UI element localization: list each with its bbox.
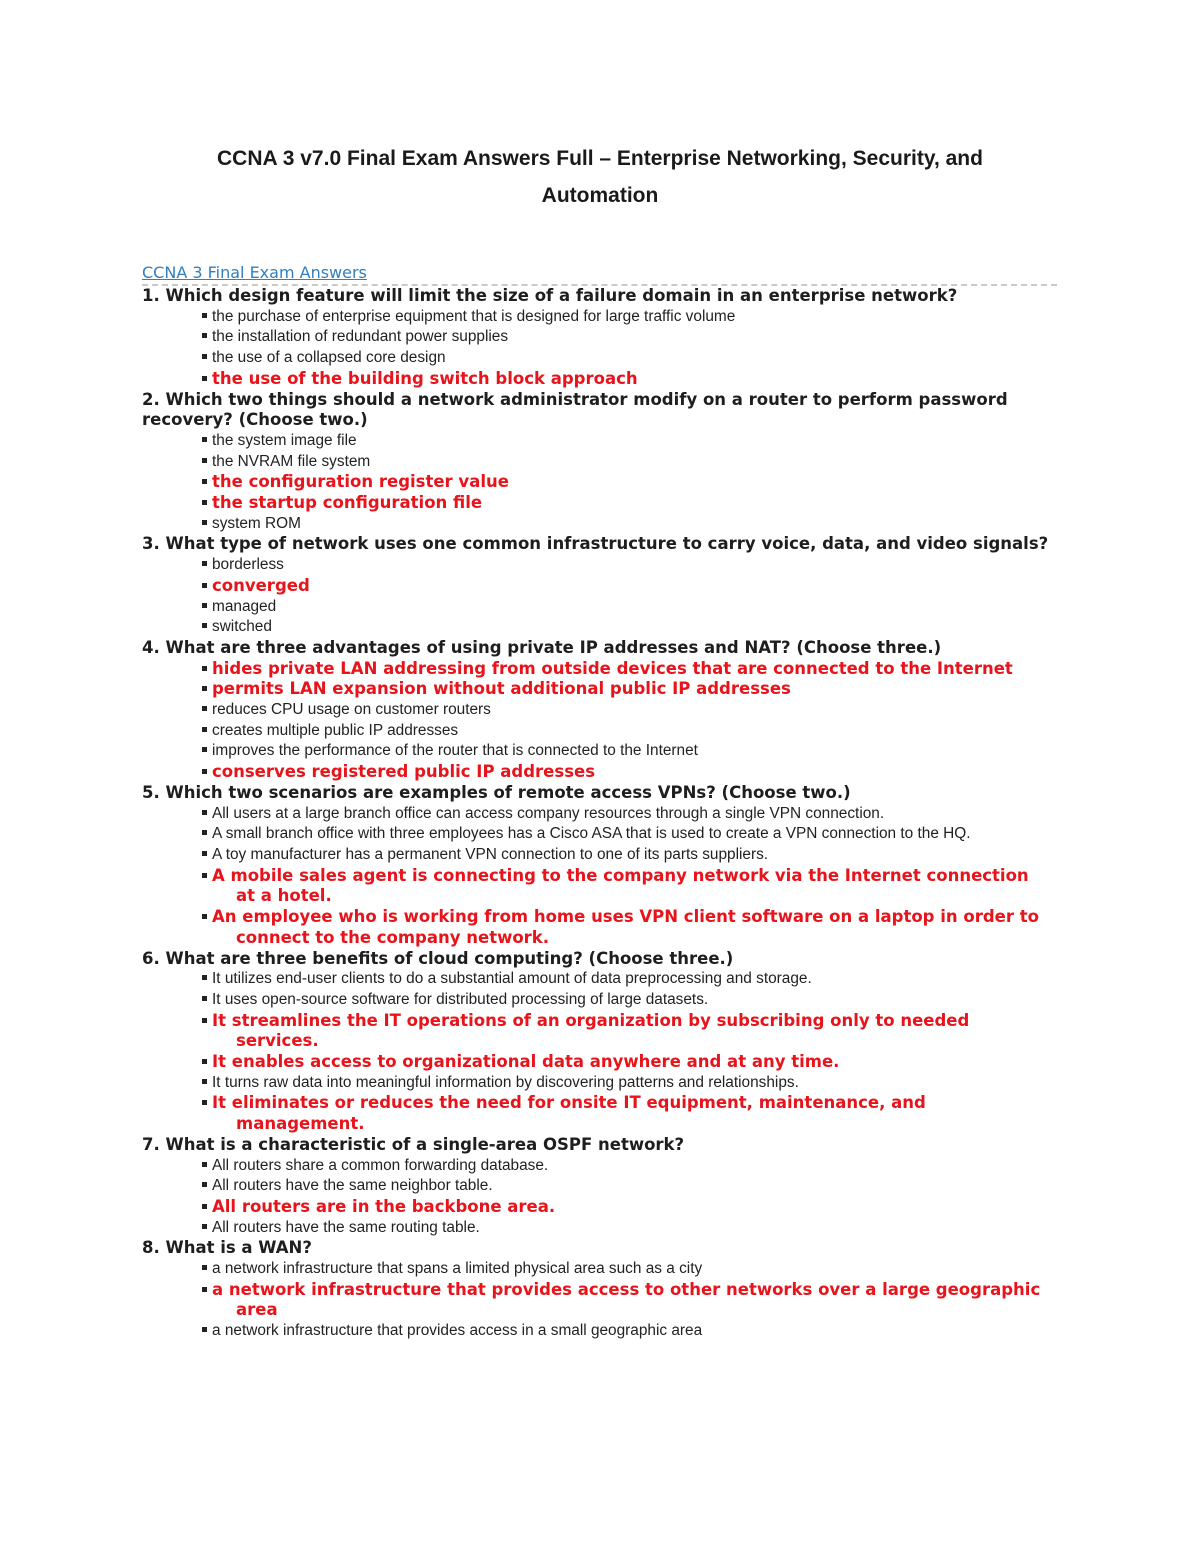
option-text: improves the performance of the router that is connected to the Internet	[212, 742, 698, 760]
square-bullet-icon	[202, 1327, 207, 1332]
answer-option	[142, 741, 1052, 762]
square-bullet-icon	[202, 1100, 207, 1105]
option-text: All routers have the same neighbor table.	[212, 1177, 493, 1195]
option-text: a network infrastructure that provides access to other networks over a large geographic area	[212, 1279, 1041, 1320]
correct-answer-option	[142, 369, 1052, 390]
answer-option	[142, 824, 1052, 845]
question-text: 3. What type of network uses one common infrastructure to carry voice, data, and video signals?	[142, 534, 1049, 554]
option-text: the startup configuration file	[212, 493, 483, 513]
square-bullet-icon	[202, 1162, 207, 1167]
correct-answer-option	[142, 1052, 1052, 1073]
square-bullet-icon	[202, 437, 207, 442]
option-text: the use of a collapsed core design	[212, 349, 446, 367]
option-text: All routers are in the backbone area.	[212, 1196, 556, 1216]
option-text: It uses open-source software for distributed processing of large datasets.	[212, 990, 709, 1008]
square-bullet-icon	[202, 666, 207, 671]
square-bullet-icon	[202, 313, 207, 318]
option-text: It utilizes end-user clients to do a substantial amount of data preprocessing and storage.	[212, 970, 812, 988]
answer-option	[142, 1073, 1052, 1094]
square-bullet-icon	[202, 996, 207, 1001]
option-text: system ROM	[212, 514, 301, 532]
square-bullet-icon	[202, 914, 207, 919]
answer-option	[142, 348, 1052, 369]
question-block	[142, 390, 1052, 535]
answer-option	[142, 804, 1052, 825]
question-text: 8. What is a WAN?	[142, 1238, 312, 1258]
option-list	[142, 307, 1052, 390]
option-text: a network infrastructure that provides access in a small geographic area	[212, 1322, 703, 1340]
correct-answer-option	[142, 679, 1052, 700]
question-text: 5. Which two scenarios are examples of remote access VPNs? (Choose two.)	[142, 782, 851, 802]
option-text: A toy manufacturer has a permanent VPN connection to one of its parts suppliers.	[212, 845, 769, 863]
correct-answer-option	[142, 576, 1052, 597]
option-text: creates multiple public IP addresses	[212, 721, 459, 739]
answer-option	[142, 1321, 1052, 1342]
option-text: It eliminates or reduces the need for onsite IT equipment, maintenance, and management.	[212, 1093, 926, 1134]
question-text: 6. What are three benefits of cloud computing? (Choose three.)	[142, 948, 734, 968]
option-text: the use of the building switch block approach	[212, 368, 638, 388]
option-text: An employee who is working from home uses VPN client software on a laptop in order to connect to the company network.	[212, 907, 1039, 947]
option-list	[142, 1156, 1052, 1239]
question-block	[142, 783, 1052, 949]
question-text: 7. What is a characteristic of a single-area OSPF network?	[142, 1134, 685, 1154]
option-text: All routers have the same routing table.	[212, 1218, 480, 1236]
answer-option	[142, 990, 1052, 1011]
option-text: the purchase of enterprise equipment that is designed for large traffic volume	[212, 307, 736, 325]
question-text: 4. What are three advantages of using private IP addresses and NAT? (Choose three.)	[142, 637, 942, 657]
option-text: It streamlines the IT operations of an organization by subscribing only to needed services.	[212, 1010, 970, 1051]
answer-option	[142, 845, 1052, 866]
correct-answer-option	[142, 866, 1052, 907]
square-bullet-icon	[202, 873, 207, 878]
question-block	[142, 534, 1052, 638]
option-list	[142, 659, 1052, 783]
answer-option	[142, 597, 1052, 618]
correct-answer-option	[142, 1093, 1052, 1134]
question-list	[142, 286, 1052, 1342]
square-bullet-icon	[202, 830, 207, 835]
square-bullet-icon	[202, 376, 207, 381]
answer-option	[142, 1218, 1052, 1239]
square-bullet-icon	[202, 1059, 207, 1064]
square-bullet-icon	[202, 1287, 207, 1292]
option-text: a network infrastructure that spans a limited physical area such as a city	[212, 1260, 703, 1278]
square-bullet-icon	[202, 975, 207, 980]
square-bullet-icon	[202, 686, 207, 691]
square-bullet-icon	[202, 1204, 207, 1209]
option-text: the NVRAM file system	[212, 452, 371, 470]
square-bullet-icon	[202, 1079, 207, 1084]
answer-option	[142, 700, 1052, 721]
title-line-2: Automation	[541, 184, 659, 207]
square-bullet-icon	[202, 458, 207, 463]
square-bullet-icon	[202, 479, 207, 484]
answer-option	[142, 555, 1052, 576]
correct-answer-option	[142, 1280, 1052, 1321]
square-bullet-icon	[202, 810, 207, 815]
answer-option	[142, 431, 1052, 452]
question-block	[142, 638, 1052, 783]
square-bullet-icon	[202, 561, 207, 566]
link-row	[142, 263, 1057, 287]
square-bullet-icon	[202, 354, 207, 359]
answer-option	[142, 307, 1052, 328]
square-bullet-icon	[202, 747, 207, 752]
option-text: hides private LAN addressing from outside devices that are connected to the Internet	[212, 658, 1013, 678]
option-list	[142, 804, 1052, 949]
square-bullet-icon	[202, 623, 207, 628]
square-bullet-icon	[202, 520, 207, 525]
square-bullet-icon	[202, 1018, 207, 1023]
square-bullet-icon	[202, 583, 207, 588]
answer-option	[142, 1176, 1052, 1197]
option-text: the system image file	[212, 431, 357, 449]
option-text: the configuration register value	[212, 472, 509, 492]
option-text: switched	[212, 618, 272, 636]
square-bullet-icon	[202, 851, 207, 856]
option-text: A mobile sales agent is connecting to the company network via the Internet connection at a hotel.	[212, 865, 1029, 906]
question-block	[142, 286, 1052, 390]
answer-option	[142, 617, 1052, 638]
option-text: It enables access to organizational data anywhere and at any time.	[212, 1052, 840, 1072]
exam-answers-link[interactable]: CCNA 3 Final Exam Answers	[142, 263, 367, 282]
answer-option	[142, 969, 1052, 990]
answer-option	[142, 327, 1052, 348]
option-text: It turns raw data into meaningful information by discovering patterns and relationships.	[212, 1073, 799, 1091]
option-text: reduces CPU usage on customer routers	[212, 701, 491, 719]
square-bullet-icon	[202, 1224, 207, 1229]
correct-answer-option	[142, 472, 1052, 493]
answer-option	[142, 721, 1052, 742]
square-bullet-icon	[202, 333, 207, 338]
question-block	[142, 1135, 1052, 1239]
square-bullet-icon	[202, 500, 207, 505]
option-list	[142, 555, 1052, 638]
square-bullet-icon	[202, 1265, 207, 1270]
square-bullet-icon	[202, 769, 207, 774]
question-text: 2. Which two things should a network administrator modify on a router to perform password recovery? (Choose two.)	[142, 389, 1008, 430]
answer-option	[142, 514, 1052, 535]
answer-option	[142, 1156, 1052, 1177]
option-text: converged	[212, 575, 310, 595]
option-text: managed	[212, 597, 277, 615]
option-list	[142, 431, 1052, 535]
option-text: borderless	[212, 556, 284, 574]
option-list	[142, 969, 1052, 1135]
square-bullet-icon	[202, 1182, 207, 1187]
correct-answer-option	[142, 907, 1052, 948]
correct-answer-option	[142, 762, 1052, 783]
question-text: 1. Which design feature will limit the size of a failure domain in an enterprise network?	[142, 286, 958, 305]
option-text: conserves registered public IP addresses	[212, 762, 596, 782]
page-title	[100, 140, 1100, 214]
correct-answer-option	[142, 1011, 1052, 1052]
option-text: the installation of redundant power supplies	[212, 328, 509, 346]
answer-option	[142, 452, 1052, 473]
correct-answer-option	[142, 493, 1052, 514]
correct-answer-option	[142, 1197, 1052, 1218]
square-bullet-icon	[202, 603, 207, 608]
option-text: A small branch office with three employees has a Cisco ASA that is used to create a VPN connection to the HQ.	[212, 825, 971, 843]
question-block	[142, 949, 1052, 1135]
square-bullet-icon	[202, 706, 207, 711]
option-text: All routers share a common forwarding database.	[212, 1156, 549, 1174]
question-block	[142, 1238, 1052, 1342]
title-line-1: CCNA 3 v7.0 Final Exam Answers Full – Enterprise Networking, Security, and	[217, 147, 983, 170]
option-list	[142, 1259, 1052, 1342]
option-text: All users at a large branch office can access company resources through a single VPN connection.	[212, 804, 885, 822]
option-text: permits LAN expansion without additional public IP addresses	[212, 679, 791, 699]
correct-answer-option	[142, 659, 1052, 680]
answer-option	[142, 1259, 1052, 1280]
square-bullet-icon	[202, 727, 207, 732]
